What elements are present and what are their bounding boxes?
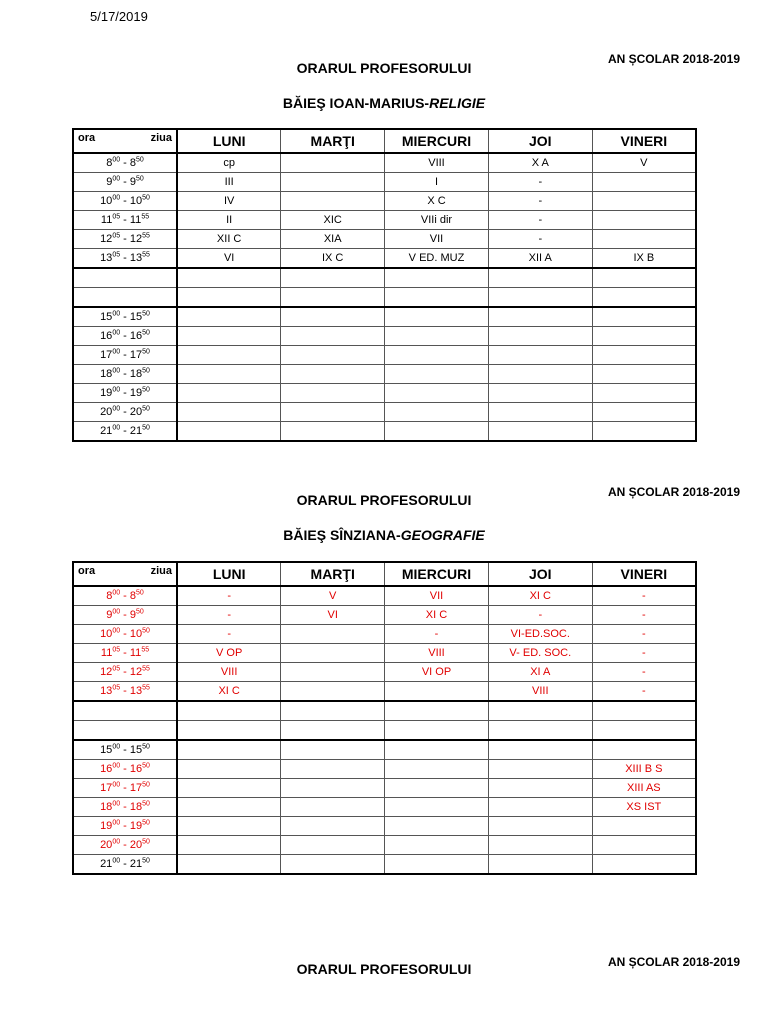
- class-cell: -: [488, 606, 592, 625]
- schedule-row: [73, 153, 696, 173]
- class-cell: VI: [281, 606, 385, 625]
- class-cell: [177, 740, 281, 760]
- class-cell: XS IST: [592, 798, 696, 817]
- time-slot-cell: $8^{00} - 8^{50}$: [73, 153, 177, 173]
- class-cell: XI C: [385, 606, 489, 625]
- class-cell: -: [592, 606, 696, 625]
- class-cell: II: [177, 211, 281, 230]
- class-cell: X C: [385, 192, 489, 211]
- class-cell: [177, 817, 281, 836]
- class-cell: [488, 327, 592, 346]
- header-ora: ora: [78, 565, 96, 577]
- teacher-name: BĂIEŞ IOAN-MARIUS-: [282, 95, 430, 111]
- section-1-school-year: AN ȘCOLAR 2018-2019: [607, 52, 740, 66]
- class-cell: [488, 307, 592, 327]
- class-cell: XIII B S: [592, 760, 696, 779]
- header-corner: [73, 562, 177, 586]
- class-cell: [488, 701, 592, 721]
- schedule-row: [73, 760, 696, 779]
- class-cell: [281, 682, 385, 702]
- time-slot-cell: [73, 288, 177, 308]
- class-cell: VIII: [488, 682, 592, 702]
- class-cell: [281, 644, 385, 663]
- class-cell: [177, 836, 281, 855]
- class-cell: [592, 346, 696, 365]
- class-cell: XII C: [177, 230, 281, 249]
- class-cell: -: [385, 625, 489, 644]
- class-cell: [281, 384, 385, 403]
- class-cell: [592, 422, 696, 442]
- class-cell: VI: [177, 249, 281, 269]
- time-slot-cell: $12^{05} - 12^{55}$: [73, 663, 177, 682]
- time-slot-cell: $16^{00} - 16^{50}$: [73, 327, 177, 346]
- class-cell: III: [177, 173, 281, 192]
- class-cell: [488, 855, 592, 875]
- class-cell: [385, 721, 489, 741]
- time-slot-cell: $10^{00} - 10^{50}$: [73, 192, 177, 211]
- schedule-row: [73, 365, 696, 384]
- schedule-table-2: [72, 561, 697, 875]
- time-slot-cell: [73, 701, 177, 721]
- schedule-row: [73, 586, 696, 606]
- day-header: VINERI: [592, 562, 696, 586]
- class-cell: [281, 817, 385, 836]
- schedule-row: [73, 211, 696, 230]
- class-cell: [385, 384, 489, 403]
- class-cell: [592, 327, 696, 346]
- class-cell: [177, 327, 281, 346]
- day-header: JOI: [488, 129, 592, 153]
- class-cell: [177, 798, 281, 817]
- class-cell: [592, 268, 696, 288]
- time-slot-cell: [73, 268, 177, 288]
- class-cell: [488, 760, 592, 779]
- class-cell: [592, 740, 696, 760]
- schedule-row: [73, 384, 696, 403]
- class-cell: XIC: [281, 211, 385, 230]
- day-header: JOI: [488, 562, 592, 586]
- class-cell: [281, 153, 385, 173]
- schedule-row: [73, 682, 696, 702]
- day-header: MIERCURI: [385, 129, 489, 153]
- class-cell: [281, 307, 385, 327]
- class-cell: [385, 365, 489, 384]
- class-cell: [385, 817, 489, 836]
- class-cell: XI C: [177, 682, 281, 702]
- class-cell: [281, 403, 385, 422]
- class-cell: -: [592, 625, 696, 644]
- class-cell: IV: [177, 192, 281, 211]
- header-corner: [73, 129, 177, 153]
- time-slot-cell: $20^{00} - 20^{50}$: [73, 836, 177, 855]
- class-cell: -: [592, 586, 696, 606]
- class-cell: I: [385, 173, 489, 192]
- class-cell: [281, 855, 385, 875]
- class-cell: -: [177, 606, 281, 625]
- schedule-row: [73, 230, 696, 249]
- class-cell: [488, 721, 592, 741]
- time-slot-cell: $12^{05} - 12^{55}$: [73, 230, 177, 249]
- class-cell: [592, 817, 696, 836]
- class-cell: VII: [385, 230, 489, 249]
- class-cell: V: [592, 153, 696, 173]
- class-cell: -: [177, 625, 281, 644]
- print-date: 5/17/2019: [90, 9, 148, 24]
- teacher-subject: GEOGRAFIE: [400, 527, 485, 543]
- class-cell: [385, 403, 489, 422]
- time-slot-cell: $19^{00} - 19^{50}$: [73, 817, 177, 836]
- class-cell: [385, 740, 489, 760]
- schedule-row: [73, 798, 696, 817]
- schedule-table-1: [72, 128, 697, 442]
- class-cell: [281, 192, 385, 211]
- class-cell: [488, 288, 592, 308]
- class-cell: -: [488, 230, 592, 249]
- class-cell: V ED. MUZ: [385, 249, 489, 269]
- class-cell: [281, 288, 385, 308]
- class-cell: [488, 817, 592, 836]
- schedule-row: [73, 307, 696, 327]
- day-header: VINERI: [592, 129, 696, 153]
- class-cell: [488, 798, 592, 817]
- time-slot-cell: $18^{00} - 18^{50}$: [73, 798, 177, 817]
- class-cell: [592, 855, 696, 875]
- class-cell: [281, 327, 385, 346]
- class-cell: VIIi dir: [385, 211, 489, 230]
- class-cell: [385, 682, 489, 702]
- class-cell: V: [281, 586, 385, 606]
- time-slot-cell: $13^{05} - 13^{55}$: [73, 249, 177, 269]
- class-cell: [592, 211, 696, 230]
- day-header: MIERCURI: [385, 562, 489, 586]
- day-header: LUNI: [177, 129, 281, 153]
- break-row: [73, 288, 696, 308]
- time-slot-cell: $21^{00} - 21^{50}$: [73, 422, 177, 442]
- class-cell: [385, 855, 489, 875]
- class-cell: -: [488, 192, 592, 211]
- class-cell: -: [592, 644, 696, 663]
- teacher-subject: RELIGIE: [429, 95, 486, 111]
- time-slot-cell: $11^{05} - 11^{55}$: [73, 211, 177, 230]
- schedule-row: [73, 403, 696, 422]
- class-cell: VI OP: [385, 663, 489, 682]
- time-slot-cell: $17^{00} - 17^{50}$: [73, 346, 177, 365]
- time-slot-cell: $9^{00} - 9^{50}$: [73, 606, 177, 625]
- class-cell: [385, 760, 489, 779]
- class-cell: [281, 779, 385, 798]
- class-cell: [488, 740, 592, 760]
- class-cell: [281, 740, 385, 760]
- class-cell: [385, 346, 489, 365]
- class-cell: [385, 798, 489, 817]
- schedule-row: [73, 779, 696, 798]
- class-cell: [592, 288, 696, 308]
- class-cell: IX B: [592, 249, 696, 269]
- time-slot-cell: $15^{00} - 15^{50}$: [73, 740, 177, 760]
- class-cell: VIII: [385, 644, 489, 663]
- class-cell: [177, 403, 281, 422]
- header-row: [73, 129, 696, 153]
- class-cell: X A: [488, 153, 592, 173]
- break-row: [73, 701, 696, 721]
- time-slot-cell: $16^{00} - 16^{50}$: [73, 760, 177, 779]
- class-cell: VIII: [385, 153, 489, 173]
- class-cell: [592, 384, 696, 403]
- schedule-row: [73, 249, 696, 269]
- section-3-title: ORARUL PROFESORULUI: [296, 961, 472, 977]
- class-cell: [488, 365, 592, 384]
- header-row: [73, 562, 696, 586]
- class-cell: [592, 307, 696, 327]
- class-cell: [281, 701, 385, 721]
- header-ora: ora: [78, 132, 96, 144]
- class-cell: IX C: [281, 249, 385, 269]
- day-header: MARŢI: [281, 129, 385, 153]
- time-slot-cell: $11^{05} - 11^{55}$: [73, 644, 177, 663]
- class-cell: [281, 836, 385, 855]
- class-cell: [488, 779, 592, 798]
- class-cell: [488, 346, 592, 365]
- time-slot-cell: $9^{00} - 9^{50}$: [73, 173, 177, 192]
- class-cell: [281, 721, 385, 741]
- schedule-row: [73, 817, 696, 836]
- break-row: [73, 268, 696, 288]
- class-cell: [592, 403, 696, 422]
- class-cell: XI A: [488, 663, 592, 682]
- schedule-row: [73, 625, 696, 644]
- time-slot-cell: $17^{00} - 17^{50}$: [73, 779, 177, 798]
- schedule-row: [73, 855, 696, 875]
- class-cell: [592, 721, 696, 741]
- time-slot-cell: $18^{00} - 18^{50}$: [73, 365, 177, 384]
- class-cell: -: [592, 682, 696, 702]
- class-cell: XI C: [488, 586, 592, 606]
- class-cell: [592, 836, 696, 855]
- section-2-title: ORARUL PROFESORULUI: [296, 492, 472, 508]
- schedule-row: [73, 327, 696, 346]
- class-cell: [281, 663, 385, 682]
- class-cell: [385, 307, 489, 327]
- time-slot-cell: $21^{00} - 21^{50}$: [73, 855, 177, 875]
- time-slot-cell: $20^{00} - 20^{50}$: [73, 403, 177, 422]
- class-cell: [281, 173, 385, 192]
- class-cell: [177, 288, 281, 308]
- class-cell: [177, 268, 281, 288]
- schedule-row: [73, 663, 696, 682]
- schedule-row: [73, 836, 696, 855]
- class-cell: [177, 384, 281, 403]
- day-header: MARŢI: [281, 562, 385, 586]
- day-header: LUNI: [177, 562, 281, 586]
- class-cell: -: [488, 173, 592, 192]
- section-2-teacher: [0, 527, 768, 543]
- time-slot-cell: $10^{00} - 10^{50}$: [73, 625, 177, 644]
- header-ziua: ziua: [150, 132, 172, 144]
- section-3-school-year: AN ȘCOLAR 2018-2019: [607, 955, 740, 969]
- schedule-row: [73, 606, 696, 625]
- class-cell: -: [488, 211, 592, 230]
- time-slot-cell: $13^{05} - 13^{55}$: [73, 682, 177, 702]
- section-1-teacher: [0, 95, 768, 111]
- class-cell: [177, 307, 281, 327]
- time-slot-cell: $19^{00} - 19^{50}$: [73, 384, 177, 403]
- class-cell: [281, 346, 385, 365]
- header-ziua: ziua: [150, 565, 172, 577]
- class-cell: VIII: [177, 663, 281, 682]
- class-cell: [385, 836, 489, 855]
- class-cell: [177, 779, 281, 798]
- class-cell: XIII AS: [592, 779, 696, 798]
- class-cell: [281, 760, 385, 779]
- time-slot-cell: $15^{00} - 15^{50}$: [73, 307, 177, 327]
- schedule-row: [73, 740, 696, 760]
- class-cell: [385, 701, 489, 721]
- class-cell: [177, 346, 281, 365]
- class-cell: [281, 625, 385, 644]
- time-slot-cell: $8^{00} - 8^{50}$: [73, 586, 177, 606]
- class-cell: XIA: [281, 230, 385, 249]
- time-slot-cell: [73, 721, 177, 741]
- class-cell: [592, 701, 696, 721]
- class-cell: V OP: [177, 644, 281, 663]
- section-2-school-year: AN ȘCOLAR 2018-2019: [607, 485, 740, 499]
- teacher-name: BĂIEŞ SÎNZIANA-: [283, 527, 401, 543]
- class-cell: [385, 288, 489, 308]
- class-cell: -: [177, 586, 281, 606]
- class-cell: [385, 268, 489, 288]
- class-cell: [488, 268, 592, 288]
- class-cell: [488, 384, 592, 403]
- class-cell: [592, 173, 696, 192]
- schedule-row: [73, 346, 696, 365]
- schedule-row: [73, 422, 696, 442]
- class-cell: [177, 760, 281, 779]
- class-cell: [385, 422, 489, 442]
- class-cell: -: [592, 663, 696, 682]
- class-cell: [592, 192, 696, 211]
- class-cell: [281, 422, 385, 442]
- section-1-title: ORARUL PROFESORULUI: [296, 60, 472, 76]
- class-cell: [385, 327, 489, 346]
- class-cell: cp: [177, 153, 281, 173]
- class-cell: [281, 268, 385, 288]
- class-cell: [385, 779, 489, 798]
- class-cell: VII: [385, 586, 489, 606]
- schedule-row: [73, 192, 696, 211]
- schedule-row: [73, 644, 696, 663]
- class-cell: [592, 230, 696, 249]
- class-cell: [281, 798, 385, 817]
- class-cell: [592, 365, 696, 384]
- class-cell: VI-ED.SOC.: [488, 625, 592, 644]
- class-cell: V- ED. SOC.: [488, 644, 592, 663]
- class-cell: [488, 422, 592, 442]
- class-cell: [488, 403, 592, 422]
- class-cell: XII A: [488, 249, 592, 269]
- class-cell: [281, 365, 385, 384]
- schedule-row: [73, 173, 696, 192]
- class-cell: [177, 365, 281, 384]
- class-cell: [177, 701, 281, 721]
- break-row: [73, 721, 696, 741]
- class-cell: [177, 855, 281, 875]
- class-cell: [177, 422, 281, 442]
- class-cell: [177, 721, 281, 741]
- class-cell: [488, 836, 592, 855]
